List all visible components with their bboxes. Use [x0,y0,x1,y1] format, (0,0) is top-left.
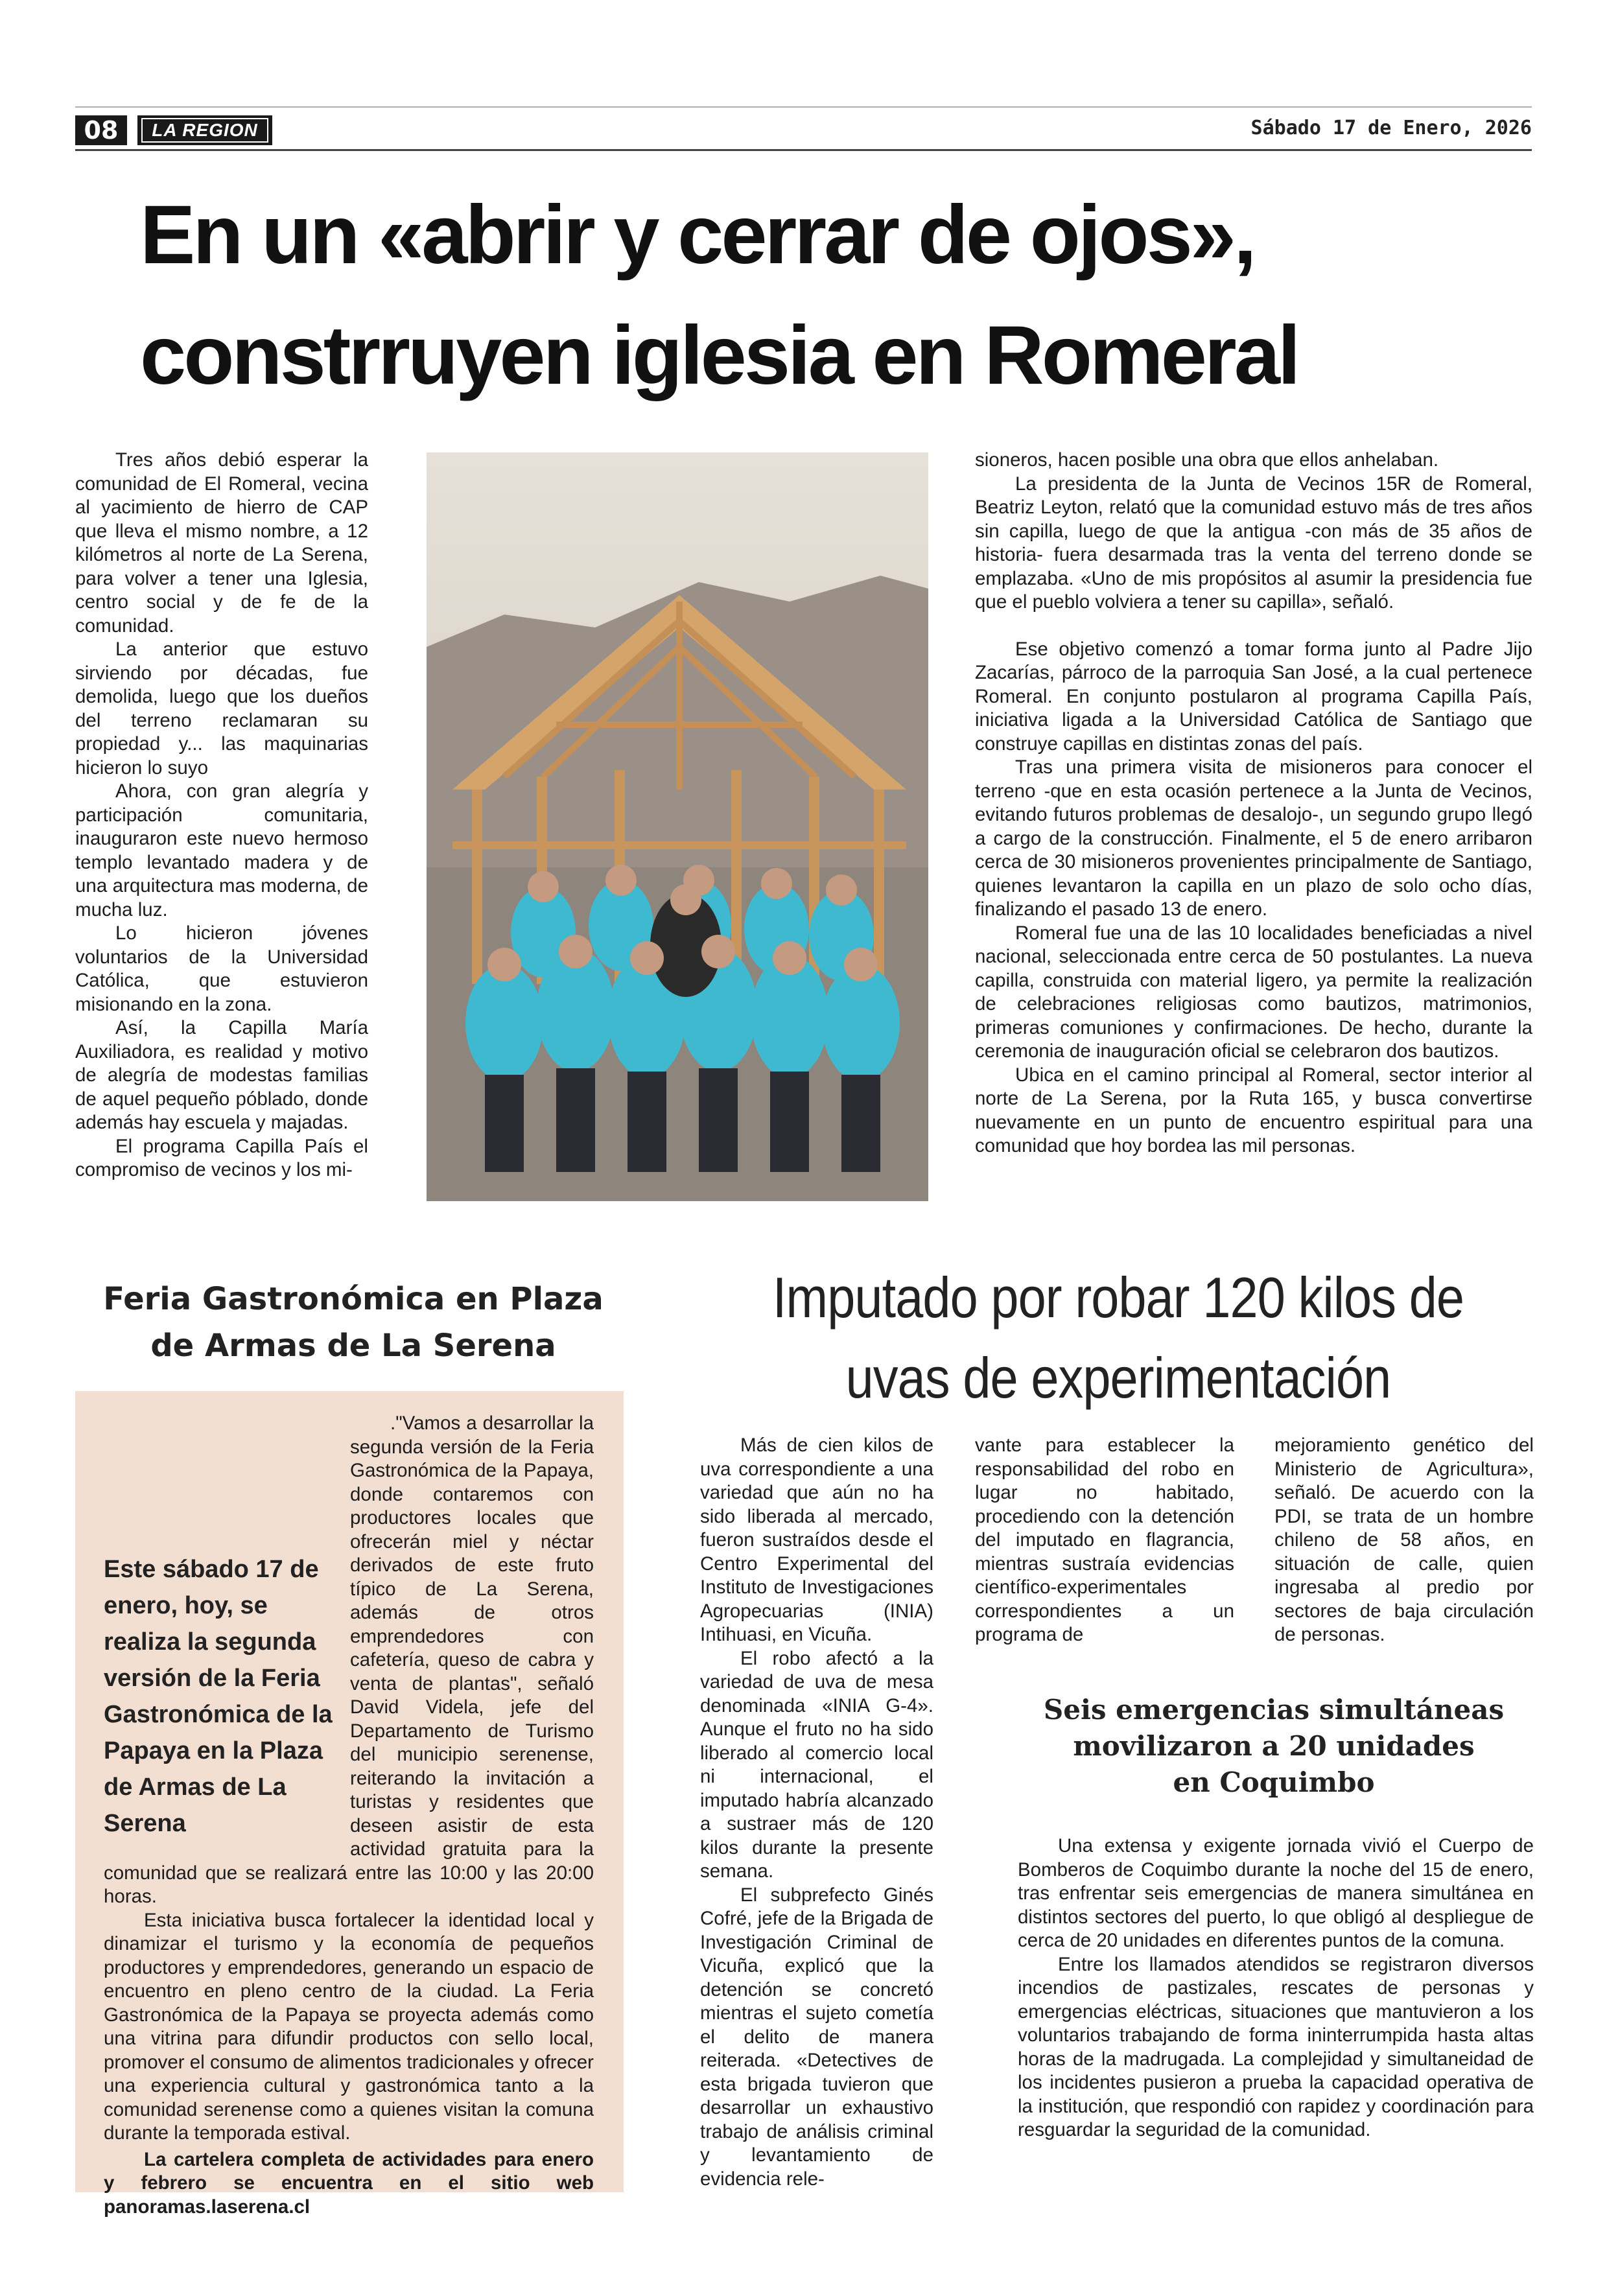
paragraph: El subprefecto Ginés Cofré, jefe de la Brigada de Investigación Criminal de Vicuña, explicó que la detención se concretó mientras el sujeto cometía el delito de manera reiterada. «Detectives de esta brigada tuvieron que desarrollar un exhaustivo trabajo de análisis criminal y levantamiento de evidencia rele- [700,1884,933,2190]
paragraph: La anterior que estuvo sirviendo por décadas, fue demolida, luego que los dueños del terreno reclamaran su propiedad y... las maquinarias hicieron lo suyo [75,638,368,779]
church-photo [427,452,928,1201]
main-headline [140,175,1501,416]
imputado-col1 [700,1434,933,2191]
feria-headline-line2: de Armas de La Serena [150,1328,556,1364]
main-article-col2 [975,449,1532,1158]
paragraph: Más de cien kilos de uva correspondiente a una variedad que aún no ha sido liberada al mercado, fueron sustraídos desde el Centro Experimental del Instituto de Investigaciones Agropecuarias (INIA) Intihuasi, en Vicuña. [700,1435,933,1645]
paragraph: Tras una primera visita de misioneros para conocer el terreno -que en esta ocasión pertenece a la Junta de Vecinos, evitando futuros problemas de desalojo-, un segundo grupo llegó a cargo de la construcción. Finalmente, el 5 de enero arribaron cerca de 30 misioneros provenientes principalmente de Santiago, quienes levantaron la capilla en un plazo de solo ocho días, finalizando el pasado 13 de enero. [975,756,1532,920]
paragraph: Así, la Capilla María Auxiliadora, es realidad y motivo de alegría de modestas familias de aquel pequeño póblado, donde además hay escuela y majadas. [75,1017,368,1133]
paragraph: Una extensa y exigente jornada vivió el Cuerpo de Bomberos de Coquimbo durante la noche del 15 de enero, tras enfrentar seis emergencias de manera simultánea en distintos sectores del puerto, lo que obligó al despliegue de cerca de 20 unidades en diferentes puntos de la comuna. [1018,1835,1534,1951]
newspaper-logo [137,115,272,145]
paragraph: El programa Capilla País el compromiso de vecinos y los mi- [75,1135,368,1180]
paragraph: Lo hicieron jóvenes voluntarios de la Universidad Católica, que estuvieron misionando en la zona. [75,922,368,1015]
emergencias-headline [1018,1692,1530,1801]
paragraph: Esta iniciativa busca fortalecer la identidad local y dinamizar el turismo y la economía de pequeños productores y emprendedores, generando un espacio de encuentro en pleno centro de la ciudad. La Feria Gastronómica de la Papaya se proyecta además como una vitrina para difundir productos con sello local, promover el consumo de alimentos tradicionales y ofrecer una experiencia cultural y gastronómica tanto a la comunidad serenense como a quienes visitan la comuna durante la temporada estival. [104,1909,594,2144]
imputado-col3 [1274,1434,1534,1647]
page-number: 08 [75,115,127,145]
paragraph: La presidenta de la Junta de Vecinos 15R de Romeral, Beatriz Leyton, relató que la comunidad estuvo más de tres años sin capilla, luego de que la antigua -con más de 35 años de historia- fuera desarmada tras la venta del terreno donde se emplazaba. «Uno de mis propósitos al asumir la presidencia fue que el pueblo volviera a tener su capilla», señaló. [975,473,1532,613]
paragraph: sioneros, hacen posible una obra que ellos anhelaban. [975,449,1439,471]
main-headline-line1: En un «abrir y cerrar de ojos», [140,189,1254,281]
paragraph: ."Vamos a desarrollar la segunda versión de la Feria Gastronómica de la Papaya, donde contaremos con productores locales que ofrecerán miel y néctar derivados de este fruto típico de La Serena, además de otros emprendedores con cafetería, queso de cabra y venta de plantas", señaló David Videla, jefe del Departamento de Turismo del municipio serenense, reiterando la invitación a turistas y residentes que deseen asistir de esta actividad gratuita para la comunidad que se realizará entre las 10:00 y las 20:00 horas. [104,1412,594,1907]
church-photo-illustration [427,452,928,1201]
imputado-headline-line1: Imputado por robar 120 kilos de [772,1265,1464,1330]
feria-headline [97,1276,609,1369]
imputado-col2 [975,1434,1234,1647]
emergencias-body [1018,1834,1534,2142]
header-rule [75,149,1532,151]
emergencias-headline-line3: en Coquimbo [1173,1766,1375,1798]
imputado-headline [750,1258,1486,1418]
paragraph: Ese objetivo comenzó a tomar forma junto al Padre Jijo Zacarías, párroco de la parroquia San José, a la cual pertenece Romeral. En conjunto postularon al programa Capilla País, iniciativa ligada a la Universidad Católica de Santiago que construye capillas en distintas zonas del país. [975,638,1532,755]
feria-web-note: La cartelera completa de actividades para enero y febrero se encuentra en el sitio web panoramas.laserena.cl [104,2148,594,2218]
paragraph: Ubica en el camino principal al Romeral, sector interior al norte de La Serena, por la Ruta 165, y busca convertirse nuevamente en un punto de encuentro espiritual para una comunidad que hoy bordea las mil personas. [975,1064,1532,1156]
paragraph: Ahora, con gran alegría y participación comunitaria, inauguraron este nuevo hermoso templo levantado madera y de una arquitectura mas moderna, de mucha luz. [75,780,368,920]
callout-float [104,1412,350,1846]
issue-date: Sábado 17 de Enero, 2026 [1250,117,1532,139]
newspaper-name: LA REGION [141,118,268,143]
imputado-headline-line2: uvas de experimentación [845,1346,1391,1410]
emergencias-headline-line2: movilizaron a 20 unidades [1073,1730,1475,1762]
paragraph: Romeral fue una de las 10 localidades beneficiadas a nivel nacional, seleccionada entre cerca de 50 postulantes. La nueva capilla, construida con material ligero, ya permite la realización de celebraciones religiosas como bautizos, matrimonios, primeras comuniones y confirmaciones. De hecho, durante la ceremonia de inauguración oficial se celebraron dos bautizos. [975,922,1532,1062]
feria-callout: Este sábado 17 de enero, hoy, se realiza la segunda versión de la Feria Gastronómica de la Papaya en la Plaza de Armas de La Serena [104,1556,333,1837]
paragraph: Entre los llamados atendidos se registraron diversos incendios de pastizales, rescates de personas y emergencias eléctricas, situaciones que mantuvieron a los voluntarios trabajando de forma ininterrumpida hasta altas horas de la madrugada. La complejidad y simultaneidad de los incidentes pusieron a prueba la capacidad operativa de la institución, que respondió con rapidez y coordinación para resguardar la seguridad de la comunidad. [1018,1953,1534,2140]
top-rule [75,106,1532,108]
paragraph: El robo afectó a la variedad de uva de mesa denominada «INIA G-4». Aunque el fruto no ha sido liberado al comercio local ni internacional, el imputado habría alcanzado a sustraer más de 120 kilos durante la presente semana. [700,1647,933,1882]
paragraph: mejoramiento genético del Ministerio de Agricultura», señaló. De acuerdo con la PDI, se trata de un hombre chileno de 58 años, en situación de calle, quien ingresaba al predio por sectores de baja circulación de personas. [1274,1435,1534,1645]
paragraph: vante para establecer la responsabilidad del robo en lugar no habitado, procediendo con la detención del imputado en flagrancia, mientras sustraía evidencias científico-experimentales correspondientes a un programa de [975,1435,1234,1645]
feria-headline-line1: Feria Gastronómica en Plaza [103,1281,604,1317]
emergencias-headline-line1: Seis emergencias simultáneas [1043,1694,1505,1726]
feria-body [104,1412,594,2219]
paragraph: Tres años debió esperar la comunidad de El Romeral, vecina al yacimiento de hierro de CAP que lleva el mismo nombre, a 12 kilómetros al norte de La Serena, para volver a tener una Iglesia, centro social y de fe de la comunidad. [75,449,368,637]
main-headline-line2: constrruyen iglesia en Romeral [140,309,1298,402]
main-article-col1 [75,449,368,1182]
